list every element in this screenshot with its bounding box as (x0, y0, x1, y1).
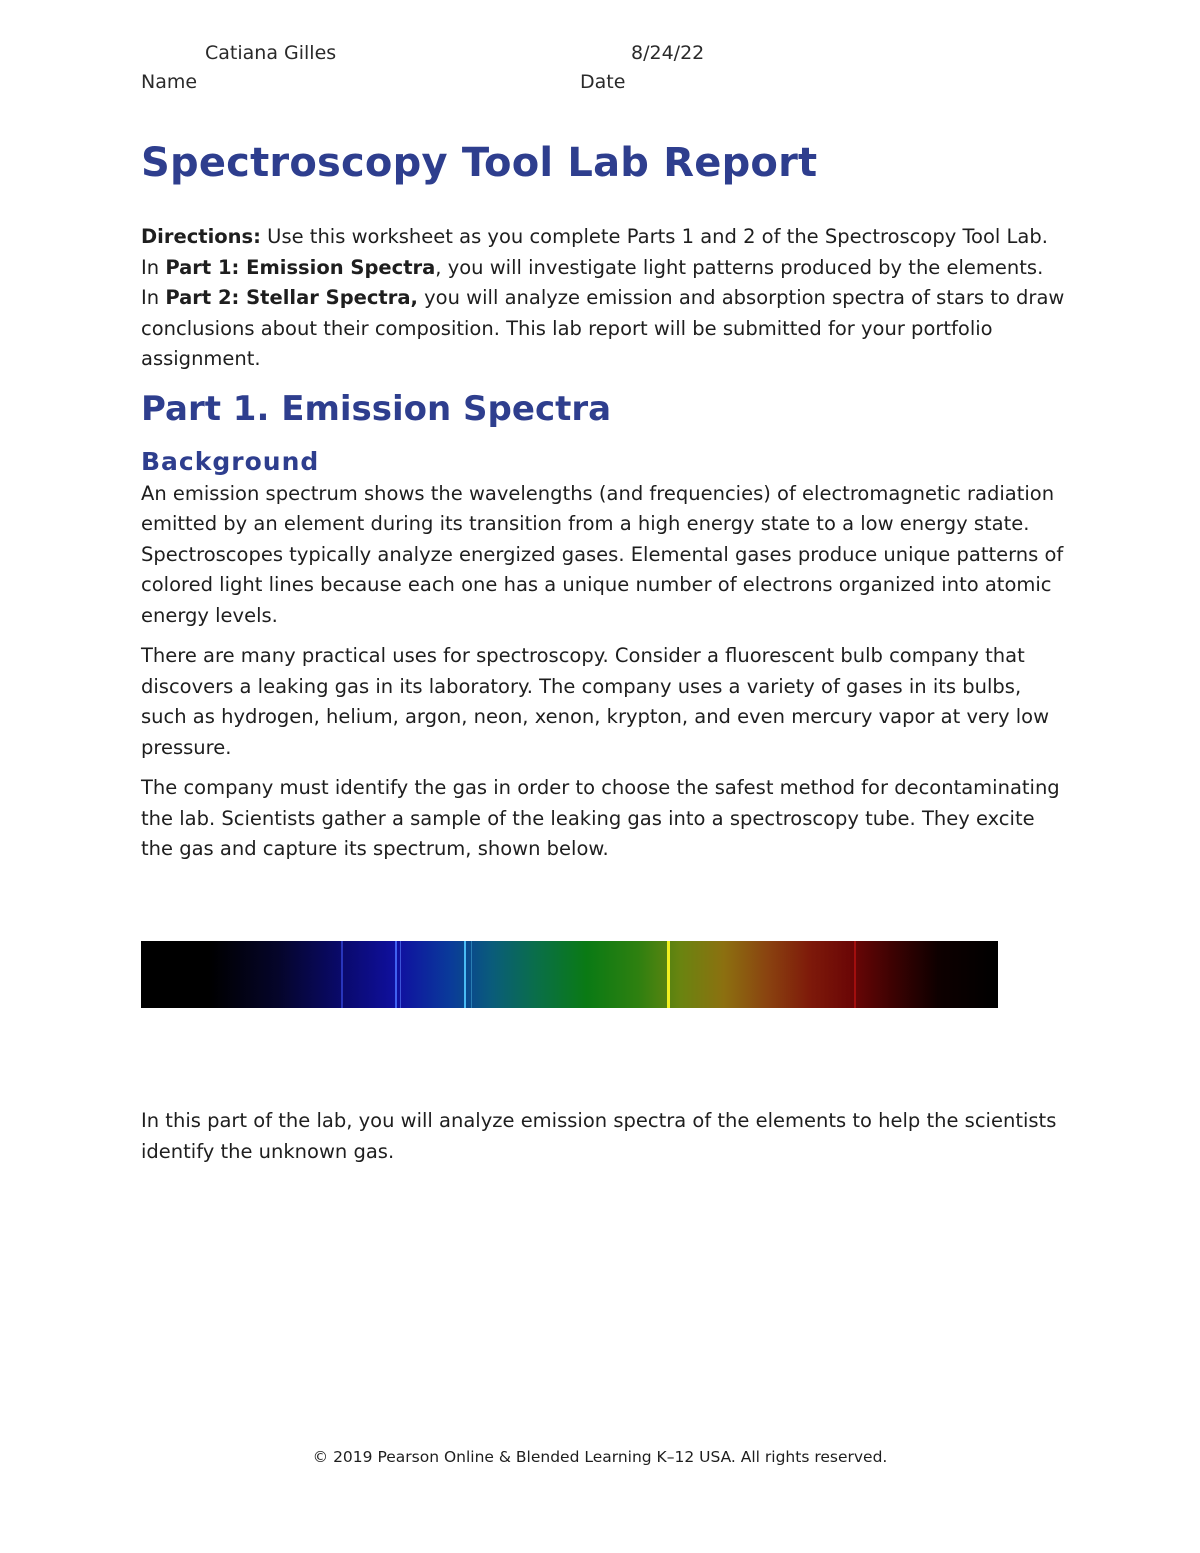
background-heading: Background (141, 446, 320, 476)
main-content (141, 222, 1066, 875)
emission-spectrum-image (141, 941, 998, 1008)
directions-label: Directions: (141, 225, 261, 248)
background-paragraph-3: The company must identify the gas in order to choose the safest method for decontaminating the lab. Scientists gather a sample of the leaking gas into a spectroscopy tube. They excite the gas and capture its spectrum, shown below. (141, 776, 1060, 860)
spectrum-background (141, 941, 998, 1008)
background-paragraph-2: There are many practical uses for spectroscopy. Consider a fluorescent bulb company that discovers a leaking gas in its laboratory. The company uses a variety of gases in its bulbs, such as hydrogen, helium, argon, neon, xenon, krypton, and even mercury vapor at very low pressure. (141, 644, 1050, 759)
part1-reference: Part 1: Emission Spectra (165, 255, 436, 279)
student-name-value: Catiana Gilles (205, 42, 337, 64)
spectral-line-cyan-2 (471, 941, 472, 1008)
directions-text-1: Use this worksheet as you complete Parts 1 and 2 of the Spectroscopy Tool Lab. In (141, 225, 1048, 279)
background-paragraph-1: An emission spectrum shows the wavelengths (and frequencies) of electromagnetic radiation emitted by an element during its transition from a high energy state to a low energy state. Spectroscopes typically analyze energized gases. Elemental gases produce unique patterns of colored light lines because each one has a unique number of electrons organized into atomic energy levels. (141, 481, 1064, 627)
directions-text-2: , you will investigate light patterns produced by the elements. In (141, 255, 1044, 309)
spectral-line-blue-2 (400, 941, 401, 1008)
spectral-line-violet (341, 941, 343, 1008)
page-title: Spectroscopy Tool Lab Report (141, 140, 818, 186)
part1-heading: Part 1. Emission Spectra (141, 388, 612, 429)
part2-reference: Part 2: Stellar Spectra, (165, 286, 418, 309)
copyright-footer: © 2019 Pearson Online & Blended Learning K–12 USA. All rights reserved. (312, 1448, 888, 1466)
spectral-line-blue-1 (395, 941, 397, 1008)
directions-text-3: you will analyze emission and absorption spectra of stars to draw conclusions about their composition. This lab report will be submitted for your portfolio assignment. (141, 286, 1065, 370)
name-label: Name (141, 71, 198, 93)
spectral-line-yellow (667, 941, 670, 1008)
date-label: Date (580, 71, 626, 93)
spectral-line-cyan (464, 941, 466, 1008)
spectral-line-red (854, 941, 856, 1008)
closing-paragraph: In this part of the lab, you will analyze emission spectra of the elements to help the scientists identify the unknown gas. (141, 1109, 1057, 1163)
date-value: 8/24/22 (631, 42, 705, 64)
directions-paragraph (141, 222, 1066, 375)
